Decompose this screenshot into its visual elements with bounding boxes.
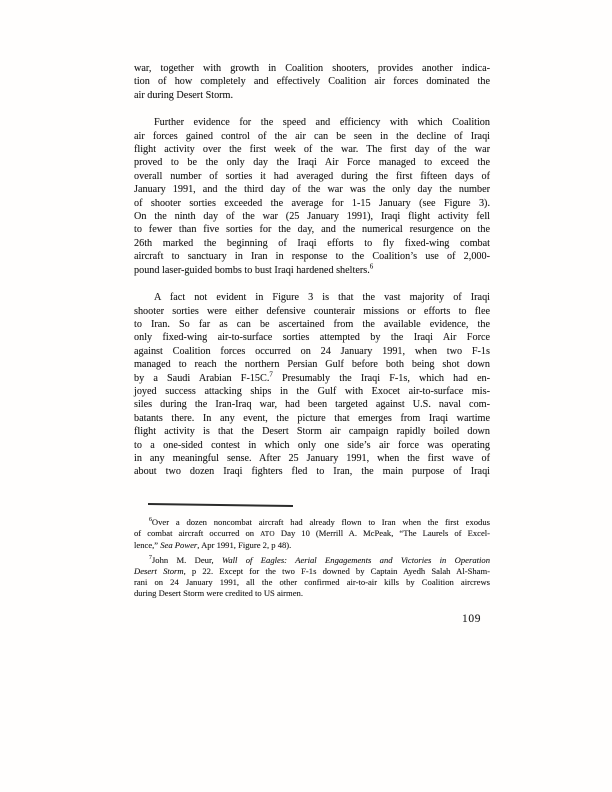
page-number: 109 bbox=[462, 613, 482, 625]
text-line: proved to be the only day the Iraqi Air Force managed to exceed the bbox=[134, 157, 490, 169]
text-line: flight activity is that the Desert Storm air campaign rapidly boiled down bbox=[134, 426, 490, 438]
text-line: only fixed-wing air-to-surface sorties attempted by the Iraqi Air Force bbox=[134, 332, 490, 344]
text-line: shooter sorties were either defensive counterair missions or efforts to flee bbox=[134, 305, 490, 317]
body-paragraph bbox=[134, 116, 490, 277]
text-line: siles during the Iran-Iraq war, had been targeted against U.S. naval com- bbox=[134, 399, 490, 411]
text-line: Desert Storm, p 22. Except for the two F-1s downed by Captain Ayedh Salah Al-Sham- bbox=[134, 565, 491, 576]
text-line: against Coalition forces occurred on 24 January 1991, when two F-1s bbox=[134, 345, 490, 357]
text-line: flight activity over the first week of the war. The first day of the war bbox=[134, 144, 490, 156]
text-line: 26th marked the beginning of Iraqi efforts to fly fixed-wing combat bbox=[134, 237, 490, 249]
text-line: to a one-sided contest in which only one side’s air force was operating bbox=[134, 439, 490, 451]
text-line: of combat aircraft occurred on ATO Day 10 (Merrill A. McPeak, “The Laurels of Excel- bbox=[134, 528, 491, 539]
text-line: by a Saudi Arabian F-15C.$^7$ Presumably the Iraqi F-1s, which had en- bbox=[134, 371, 490, 384]
text-line: about two dozen Iraqi fighters fled to Iran, the main purpose of Iraqi bbox=[134, 466, 490, 478]
text-line: batants there. In any event, the picture that emerges from Iraqi wartime bbox=[134, 412, 490, 424]
text-line: during Desert Storm were credited to US airmen. bbox=[134, 588, 303, 599]
footnote bbox=[134, 517, 490, 552]
text-line: pound laser-guided bombs to bust Iraqi hardened shelters.$^6$ bbox=[134, 263, 374, 276]
text-line: in any meaningful sense. After 25 January 1991, when the first wave of bbox=[134, 452, 490, 464]
text-line: of shooter sorties exceeded the average for 1-15 January (see Figure 3). bbox=[134, 197, 490, 209]
text-line: air forces gained control of the air can be seen in the decline of Iraqi bbox=[134, 130, 490, 142]
text-line: $^7$John M. Deur, Wall of Eagles: Aerial Engagements and Victories in Operation bbox=[149, 554, 490, 565]
text-line: to fewer than five sorties for the day, and the numerical resurgence on the bbox=[134, 224, 490, 236]
text-line: tion of how completely and effectively Coalition air forces dominated the bbox=[134, 76, 490, 88]
text-line: On the ninth day of the war (25 January 1991), Iraqi flight activity fell bbox=[134, 211, 490, 223]
body-paragraph bbox=[134, 291, 490, 479]
text-line: to Iran. So far as can be ascertained from the available evidence, the bbox=[134, 318, 490, 330]
footnote-separator-rule bbox=[148, 503, 293, 507]
text-line: managed to reach the northern Persian Gulf before both being shot down bbox=[134, 359, 490, 371]
footnotes-section bbox=[134, 517, 490, 599]
text-line: aircraft to sanctuary in Iran in response to the Coalition’s use of 2,000- bbox=[134, 251, 490, 263]
body-paragraph bbox=[134, 62, 490, 102]
text-line: lence,” Sea Power, Apr 1991, Figure 2, p 48). bbox=[134, 540, 292, 551]
text-line: war, together with growth in Coalition shooters, provides another indica- bbox=[134, 63, 490, 74]
text-line: air during Desert Storm. bbox=[134, 89, 234, 101]
text-line: joyed success attacking ships in the Gulf with Exocet air-to-surface mis- bbox=[134, 385, 490, 397]
text-line: January 1991, and the third day of the war was the only day the number bbox=[134, 184, 490, 196]
text-line: overall number of sorties it had averaged during the first fifteen days of bbox=[134, 170, 490, 182]
text-line: A fact not evident in Figure 3 is that the vast majority of Iraqi bbox=[154, 292, 490, 304]
footnote bbox=[134, 555, 490, 600]
body-text bbox=[134, 62, 490, 479]
text-line: Further evidence for the speed and efficiency with which Coalition bbox=[154, 117, 490, 129]
text-line: $^6$Over a dozen noncombat aircraft had already flown to Iran when the first exodus bbox=[149, 517, 490, 527]
text-line: rani on 24 January 1991, all the other confirmed air-to-air kills by Coalition aircrews bbox=[134, 577, 490, 588]
